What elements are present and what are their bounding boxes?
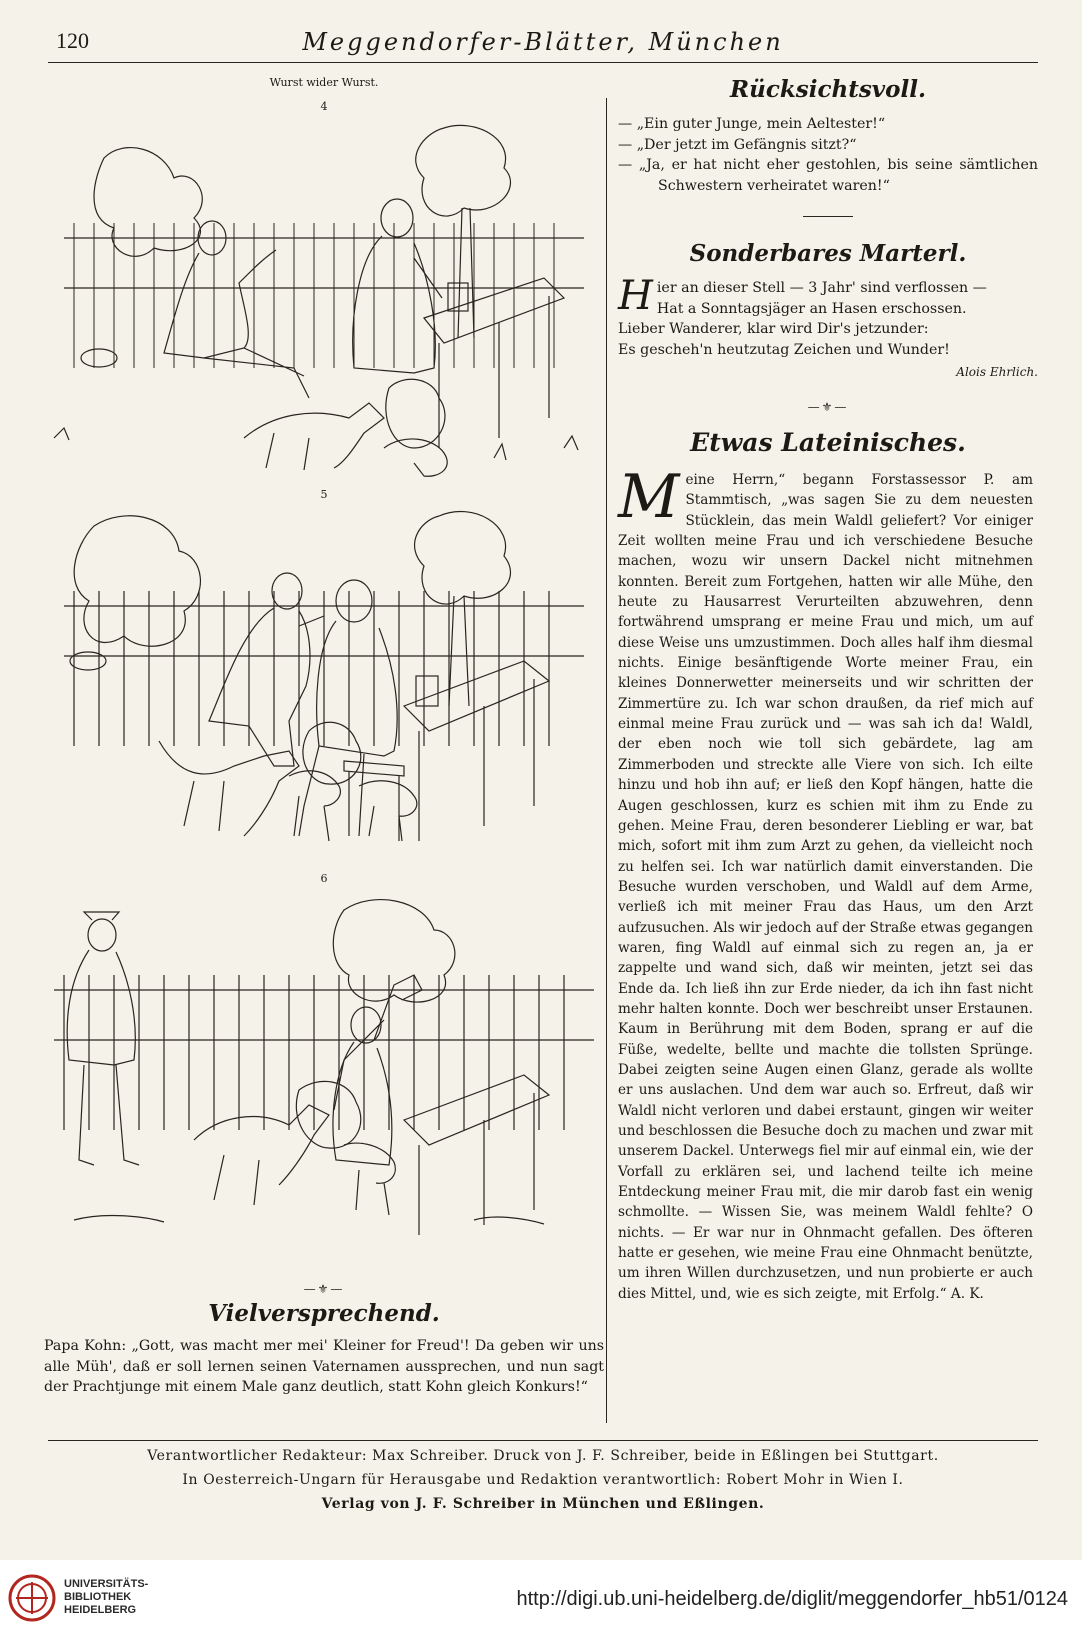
imprint-line: Verantwortlicher Redakteur: Max Schreiber. Druck von J. F. Schreiber, beide in Eßlingen bei Stuttgart. — [147, 1448, 939, 1464]
left-column — [44, 70, 604, 1430]
dialogue-line: — „Ein guter Junge, mein Aeltester!“ — [618, 116, 886, 132]
right-column — [618, 70, 1038, 1430]
poem-initial: H — [618, 273, 653, 319]
section-ornament: —⚜— — [303, 1282, 345, 1296]
dialogue-line: — „Der jetzt im Gefängnis sitzt?“ — [618, 136, 857, 153]
imprint-line: In Oesterreich-Ungarn für Herausgabe und Redaktion verantwortlich: Robert Mohr in Wien I. — [182, 1472, 904, 1488]
article-title-ruecksichtsvoll: Rücksichtsvoll. — [730, 76, 926, 103]
article-lateinisches — [618, 462, 1033, 1304]
cartoon-panel-5 — [44, 506, 604, 866]
poem-line: Es gescheh'n heutzutag Zeichen und Wunder! — [618, 341, 950, 358]
story-paragraph: Papa Kohn: „Gott, was macht mer mei' Kleiner for Freud'! Da geben wir uns alle Müh', daß er soll lernen seinen Vaternamen aussprechen, und nun sagt der Prachtjunge mit einem Male ganz deutlich, statt Kohn gleich Konkurs!“ — [44, 1338, 604, 1396]
page-header — [48, 22, 1038, 63]
university-seal-icon — [8, 1572, 56, 1624]
poem-line: ier an dieser Stell — 3 Jahr' sind verflossen — — [656, 280, 987, 296]
panel-number-6: 6 — [320, 872, 328, 885]
column-divider — [606, 98, 607, 1423]
poem-line: Lieber Wanderer, klar wird Dir's jetzunder: — [618, 321, 929, 338]
article-marterl — [618, 273, 1038, 383]
poem-author: Alois Ehrlich. — [956, 365, 1038, 380]
panel-number-5: 5 — [320, 488, 328, 501]
dialogue-line: — „Ja, er hat nicht eher gestohlen, bis seine sämtlichen Schwestern verheiratet waren!“ — [618, 157, 1038, 194]
garden-scene-illustration — [44, 506, 604, 866]
imprint-line: Verlag von J. F. Schreiber in München und Eßlingen. — [321, 1496, 765, 1512]
article-paragraph: eine Herrn,“ begann Forstassessor P. am Stammtisch, „was sagen Sie zu dem neuesten Stücklein, das mein Waldl geliefert? Vor einiger Zeit wollten meine Frau und ich verschiedene Besuche machen, wozu wir unsern Dackel nicht mitnehmen konnten. Bereit zum Fortgehen, hatten wir alle Mühe, den heute zu Hausarrest Verurteilten abzuwehren, denn fortwährend umsprang er meine Frau und mich, um auf diese Weise uns umzustimmen. Doch alles half ihm diesmal nichts. Einige besänftigende Worte meiner Frau, ein kleines Donnerwetter meinerseits und wir schritten der Zimmertüre zu. Ich war schon draußen, da rief mich auf einmal meine Frau zurück und — was sah ich da! Waldl, der eben noch wie toll sich gebärdete, lag am Zimmerboden und streckte alle Viere von sich. Ich eilte hinzu und hob ihn auf; er ließ den Kopf hängen, hatte die Augen geschlossen, kurz es schien mit ihm zu Ende zu gehen. Meine Frau, deren besonderer Liebling er war, bat mich, sofort mit ihm zum Arzt zu gehen, da vielleicht noch zu helfen sei. Ich war natürlich damit einverstanden. Die Besuche wurden verschoben, und Waldl auf dem Arme, verließ ich mit meiner Frau das Haus, um den Arzt aufzusuchen. Als wir jedoch auf der Straße etwas gegangen waren, fing Waldl auf einmal sich zu regen an, ja er zappelte und wand sich, daß wir meinten, jetzt sei das Ende da. Ich ließ ihn zur Erde nieder, da ich ihn fast nicht mehr halten konnte. Doch wer beschreibt unser Erstaunen. Kaum in Berührung mit dem Boden, sprang er auf die Füße, wedelte, bellte und machte die tollsten Sprünge. Dabei zeigten seine Augen einen Glanz, gerade als wollte er uns auslachen. Und dem war auch so. Erfreut, daß wir Waldl nicht verloren und dabei erstaunt, gingen wir weiter und beschlossen die Besuche doch zu machen und zwar mit unserem Dackel. Unterwegs fiel mir auf einmal ein, wie der Vorfall zu erklären sei, und lachend teilte ich meine Entdeckung meiner Frau mit, die mir darob fast ein wenig schmollte. — Wissen Sie, was meinem Waldl fehlte? O nichts. — Er war nur in Ohnmacht gefallen. Des öfteren hatte er gesehen, wie meine Frau eine Ohnmacht benützte, um ihren Willen durchzusetzen, und nun probierte er auch dies Mittel, und, wie es sich zeigte, mit Erfolg.“ A. K. — [618, 472, 1033, 1302]
story-title: Vielversprechend. — [208, 1300, 440, 1327]
page-number: 120 — [56, 28, 89, 53]
cartoon-panel-4 — [44, 118, 604, 480]
article-title-lateinisches: Etwas Lateinisches. — [690, 428, 966, 457]
cartoon-panel-6 — [44, 890, 604, 1260]
garden-scene-illustration — [44, 118, 604, 480]
running-title: Meggendorfer-Blätter, München — [302, 28, 784, 56]
drop-cap: M — [618, 462, 680, 532]
library-logo[interactable] — [8, 1572, 168, 1632]
garden-scene-illustration — [44, 890, 604, 1260]
footer-divider — [48, 1440, 1038, 1441]
library-name: UNIVERSITÄTS- BIBLIOTHEK HEIDELBERG — [64, 1578, 149, 1616]
story-text — [44, 1336, 604, 1398]
section-ornament: —⚜— — [807, 400, 849, 414]
library-footer-bar — [0, 1560, 1082, 1643]
short-divider — [803, 216, 853, 217]
article-title-marterl: Sonderbares Marterl. — [689, 240, 967, 267]
panel-number-4: 4 — [320, 100, 328, 113]
poem-line: Hat a Sonntagsjäger an Hasen erschossen. — [656, 300, 967, 317]
source-url-link[interactable]: http://digi.ub.uni-heidelberg.de/diglit/meggendorfer_hb51/0124 — [516, 1588, 1068, 1610]
article-ruecksichtsvoll — [618, 114, 1038, 196]
cartoon-caption: Wurst wider Wurst. — [269, 76, 379, 89]
